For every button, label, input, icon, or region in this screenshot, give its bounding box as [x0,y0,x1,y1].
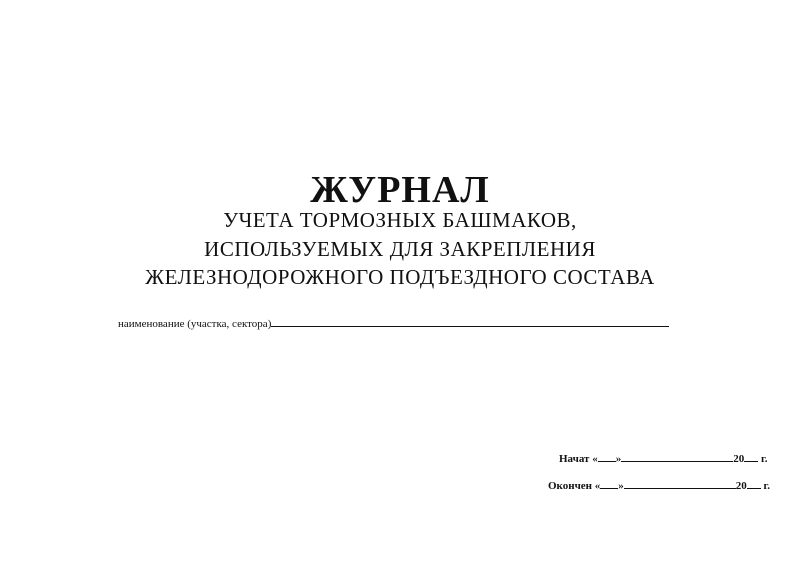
subtitle-line-1: УЧЕТА ТОРМОЗНЫХ БАШМАКОВ, [223,208,577,232]
end-day-open-quote: « [594,480,601,492]
end-year-blank[interactable] [747,478,761,489]
start-day-open-quote: « [592,453,598,465]
start-date-label: Начат [559,453,590,465]
subtitle-line-3: ЖЕЛЕЗНОДОРОЖНОГО ПОДЪЕЗДНОГО СОСТАВА [145,265,655,289]
document-title: ЖУРНАЛ [310,169,490,211]
section-name-label: наименование (участка, сектора) [118,318,272,330]
end-year-prefix: 20 [735,480,747,492]
end-date-row [548,478,770,493]
section-name-blank[interactable] [271,316,669,327]
start-year-prefix: 20 [733,453,745,465]
start-year-blank[interactable] [744,451,758,462]
end-month-blank[interactable] [624,478,736,489]
start-year-suffix: г. [760,453,768,465]
start-day-close-quote: » [615,453,622,465]
end-year-suffix: г. [763,480,771,492]
section-name-field [118,316,669,331]
subtitle-line-2: ИСПОЛЬЗУЕМЫХ ДЛЯ ЗАКРЕПЛЕНИЯ [204,237,596,261]
end-date-label: Окончен [548,480,593,492]
start-date-row [559,451,767,466]
start-day-blank[interactable] [598,451,616,462]
start-month-blank[interactable] [621,451,733,462]
end-day-close-quote: » [618,480,624,492]
end-day-blank[interactable] [600,478,618,489]
